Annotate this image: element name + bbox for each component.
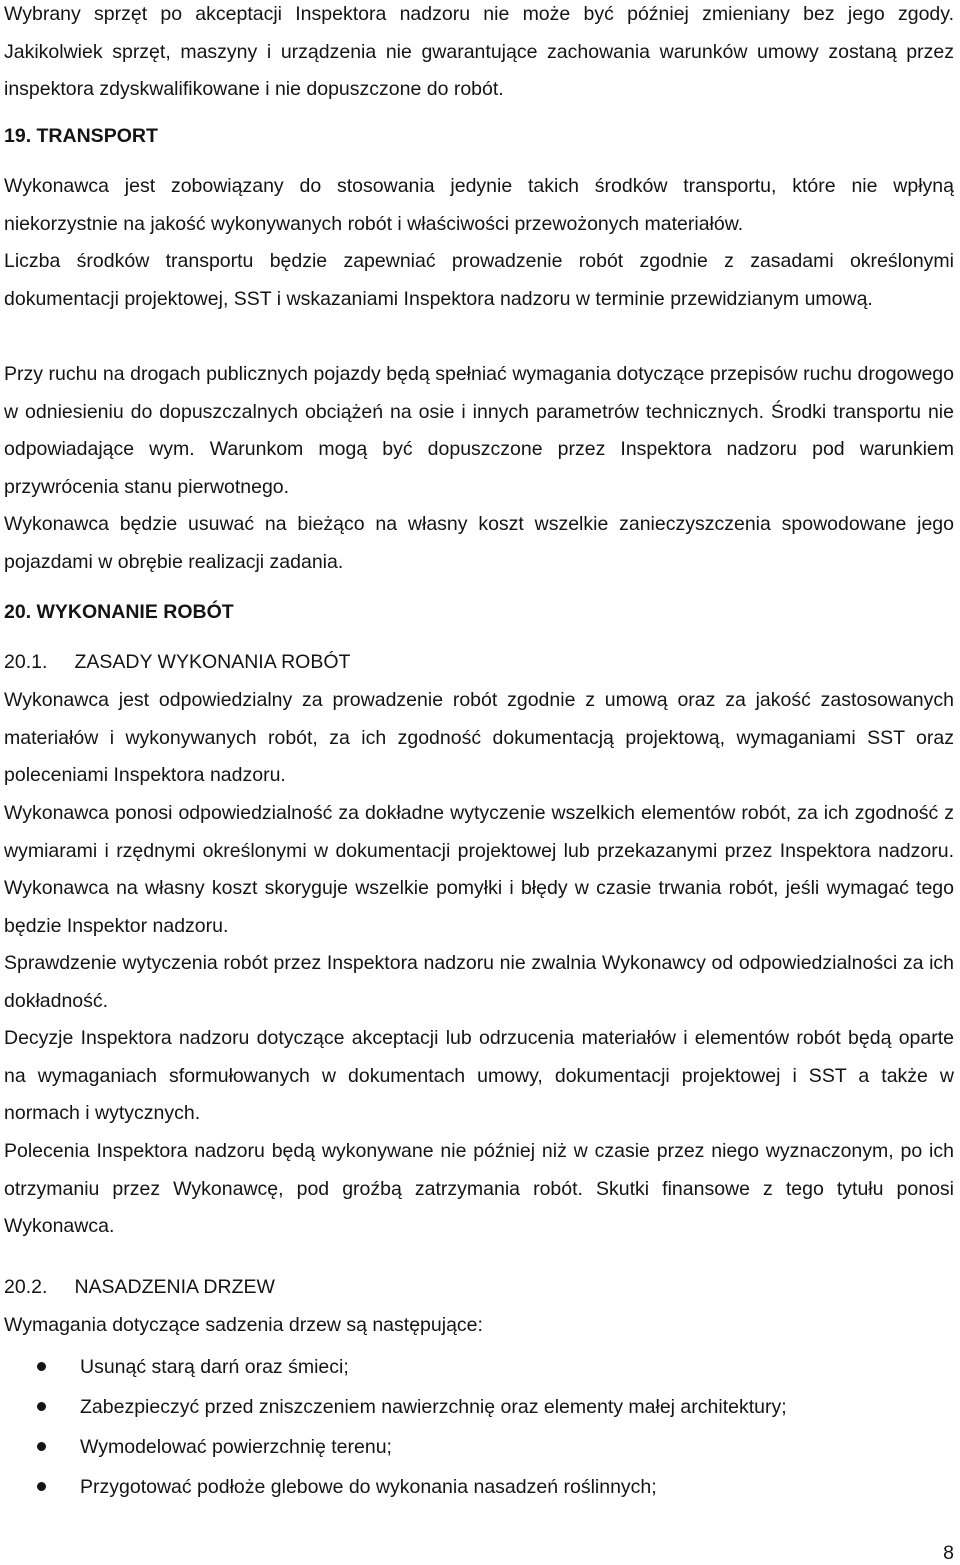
list-item: Usunąć starą darń oraz śmieci;	[4, 1350, 954, 1390]
paragraph-zasady-2: Wykonawca ponosi odpowiedzialność za dokładne wytyczenie wszelkich elementów robót, za ich zgodność z wymiarami i rzędnymi określonymi w dokumentacji projektowej lub przekazanymi przez Inspektora nadzoru. Wykonawca na własny koszt skoryguje wszelkie pomyłki i błędy w czasie trwania robót, jeśli wymagać tego będzie Inspektor nadzoru.	[4, 802, 954, 937]
paragraph-transport-3: Przy ruchu na drogach publicznych pojazdy będą spełniać wymagania dotyczące przepisów ruchu drogowego w odniesieniu do dopuszczalnych obciążeń na osie i innych parametrów technicznych. Środki transportu nie odpowiadające wym. Warunkom mogą być dopuszczone przez Inspektora nadzoru pod warunkiem przywrócenia stanu pierwotnego.	[4, 363, 954, 498]
heading-transport: 19. TRANSPORT	[4, 125, 158, 147]
list-item: Przygotować podłoże glebowe do wykonania nasadzeń roślinnych;	[4, 1470, 954, 1510]
list-item: Zabezpieczyć przed zniszczeniem nawierzchnię oraz elementy małej architektury;	[4, 1390, 954, 1430]
paragraph-zasady-1: Wykonawca jest odpowiedzialny za prowadzenie robót zgodnie z umową oraz za jakość zastosowanych materiałów i wykonywanych robót, za ich zgodność dokumentacją projektową, wymaganiami SST oraz poleceniami Inspektora nadzoru.	[4, 689, 954, 786]
paragraph-intro: Wybrany sprzęt po akceptacji Inspektora nadzoru nie może być później zmieniany bez jego zgody. Jakikolwiek sprzęt, maszyny i urządzenia nie gwarantujące zachowania warunków umowy zostaną przez inspektora zdyskwalifikowane i nie dopuszczone do robót.	[4, 3, 954, 100]
paragraph-zasady-4: Decyzje Inspektora nadzoru dotyczące akceptacji lub odrzucenia materiałów i elementów robót będą oparte na wymaganiach sformułowanych w dokumentach umowy, dokumentacji projektowej i SST a także w normach i wytycznych.	[4, 1027, 954, 1124]
paragraph-transport-1: Wykonawca jest zobowiązany do stosowania jedynie takich środków transportu, które nie wpłyną niekorzystnie na jakość wykonywanych robót i właściwości przewożonych materiałów.	[4, 175, 954, 235]
paragraph-transport-4: Wykonawca będzie usuwać na bieżąco na własny koszt wszelkie zanieczyszczenia spowodowane jego pojazdami w obrębie realizacji zadania.	[4, 513, 954, 573]
bullet-icon	[37, 1362, 46, 1371]
paragraph-zasady-3: Sprawdzenie wytyczenia robót przez Inspektora nadzoru nie zwalnia Wykonawcy od odpowiedzialności za ich dokładność.	[4, 952, 954, 1012]
heading-wykonanie-robot: 20. WYKONANIE ROBÓT	[4, 601, 234, 623]
bullet-icon	[37, 1402, 46, 1411]
bullet-icon	[37, 1442, 46, 1451]
bullet-icon	[37, 1482, 46, 1491]
paragraph-transport-2: Liczba środków transportu będzie zapewniać prowadzenie robót zgodnie z zasadami określonymi dokumentacji projektowej, SST i wskazaniami Inspektora nadzoru w terminie przewidzianym umową.	[4, 250, 954, 310]
page-number: 8	[943, 1542, 954, 1564]
requirements-list	[4, 1350, 954, 1510]
subheading-zasady-wykonania: 20.1. ZASADY WYKONANIA ROBÓT	[4, 651, 351, 673]
paragraph-zasady-5: Polecenia Inspektora nadzoru będą wykonywane nie później niż w czasie przez niego wyznaczonym, po ich otrzymaniu przez Wykonawcę, pod groźbą zatrzymania robót. Skutki finansowe z tego tytułu ponosi Wykonawca.	[4, 1140, 954, 1237]
paragraph-nasadzenia-intro: Wymagania dotyczące sadzenia drzew są następujące:	[4, 1314, 483, 1336]
list-item: Wymodelować powierzchnię terenu;	[4, 1430, 954, 1470]
subheading-nasadzenia-drzew: 20.2. NASADZENIA DRZEW	[4, 1276, 275, 1298]
